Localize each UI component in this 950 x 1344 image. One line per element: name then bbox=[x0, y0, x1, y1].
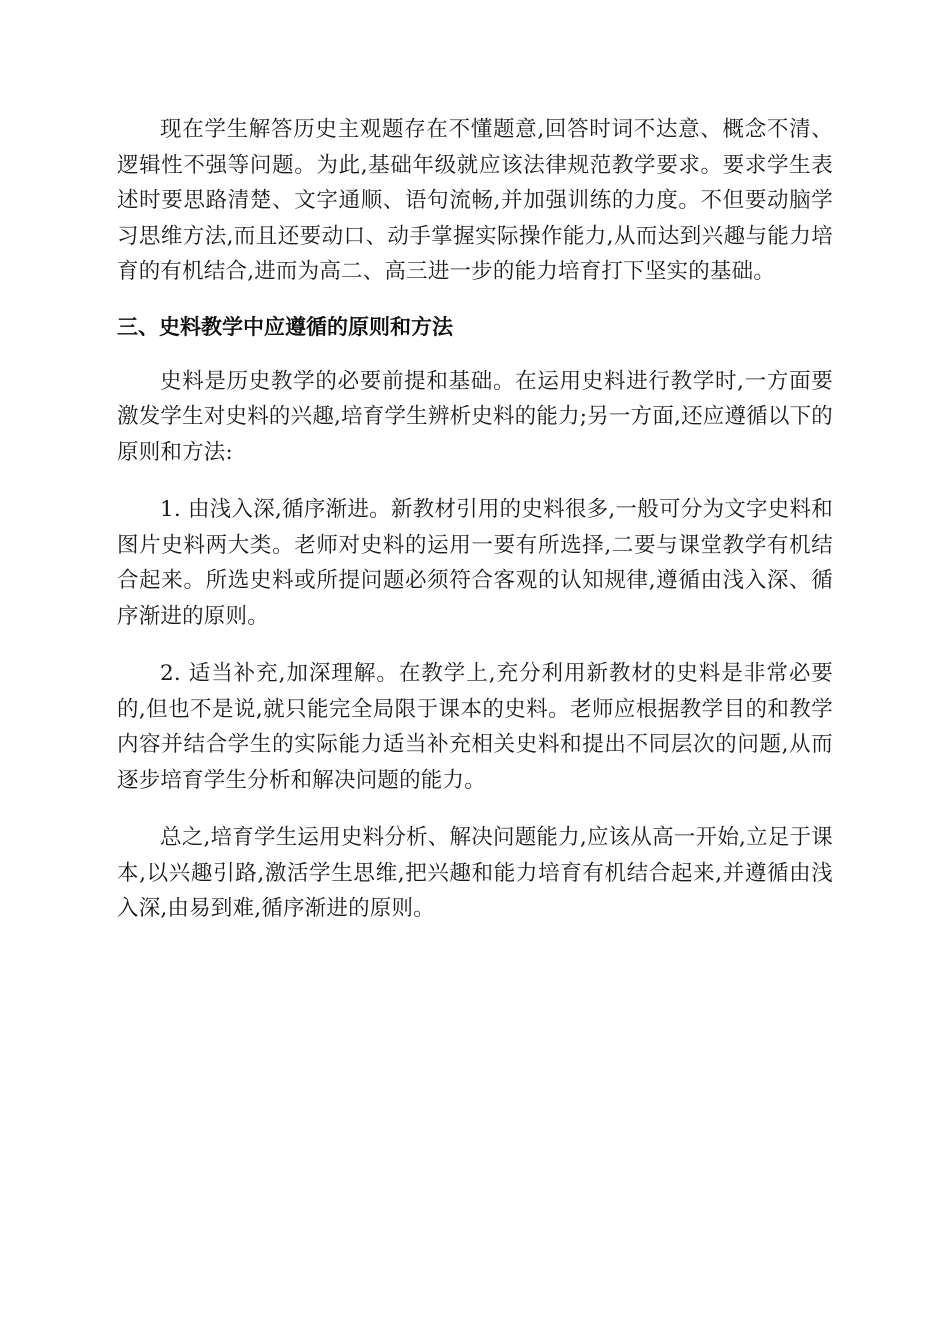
paragraph-student-answer-problems: 现在学生解答历史主观题存在不懂题意,回答时词不达意、概念不清、逻辑性不强等问题。为此,基础年级就应该法律规范教学要求。要求学生表述时要思路清楚、文字通顺、语句流畅,并加强训练的力度。不但要动脑学习思维方法,而且还要动口、动手掌握实际操作能力,从而达到兴趣与能力培育的有机结合,进而为高二、高三进一步的能力培育打下坚实的基础。 bbox=[117, 117, 833, 284]
section-heading-3: 三、史料教学中应遵循的原则和方法 bbox=[117, 314, 453, 339]
paragraph-historical-materials-intro: 史料是历史教学的必要前提和基础。在运用史料进行教学时,一方面要激发学生对史料的兴趣,培育学生辨析史料的能力;另一方面,还应遵循以下的原则和方法: bbox=[117, 368, 833, 465]
document-page bbox=[117, 112, 833, 949]
paragraph-principle-1: 1. 由浅入深,循序渐进。新教材引用的史料很多,一般可分为文字史料和图片史料两大类。老师对史料的运用一要有所选择,二要与课堂教学有机结合起来。所选史料或所提问题必须符合客观的认知规律,遵循由浅入深、循序渐进的原则。 bbox=[117, 497, 833, 629]
paragraph-principle-2: 2. 适当补充,加深理解。在教学上,充分利用新教材的史料是非常必要的,但也不是说,就只能完全局限于课本的史料。老师应根据教学目的和教学内容并结合学生的实际能力适当补充相关史料和提出不同层次的问题,从而逐步培育学生分析和解决问题的能力。 bbox=[117, 661, 833, 793]
paragraph-conclusion: 总之,培育学生运用史料分析、解决问题能力,应该从高一开始,立足于课本,以兴趣引路,激活学生思维,把兴趣和能力培育有机结合起来,并遵循由浅入深,由易到难,循序渐进的原则。 bbox=[117, 825, 833, 921]
